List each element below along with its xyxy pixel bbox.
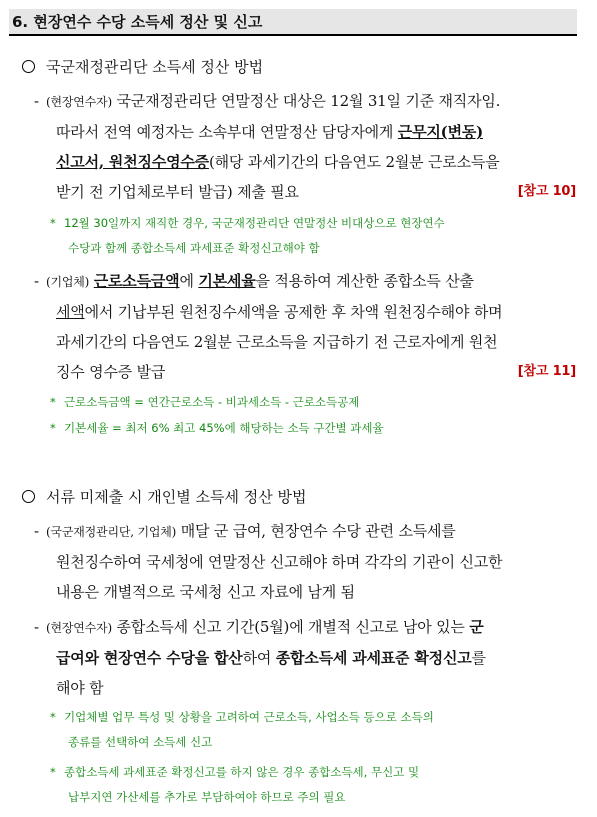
s1-paragraph-2 xyxy=(34,266,582,387)
s1-note-2 xyxy=(50,390,590,415)
text: 원천징수하여 국세청에 연말정산 신고해야 하며 각각의 기관이 신고한 xyxy=(56,553,503,571)
lead: (국군재정관리단, 기업체) xyxy=(46,525,177,539)
note-text: 기업체별 업무 특성 및 상황을 고려하여 근로소득, 사업소득 등으로 소득의 xyxy=(64,710,434,724)
text: 하여 xyxy=(242,649,276,667)
star-bullet: * xyxy=(50,421,56,435)
text: 과세기간의 다음연도 2월분 근로소득을 지급하기 전 근로자에게 원천 xyxy=(56,333,498,351)
section-1-title xyxy=(22,56,263,77)
text: 따라서 전역 예정자는 소속부대 연말정산 담당자에게 xyxy=(56,123,398,141)
star-bullet: * xyxy=(50,710,56,724)
emphasis: 신고서, 원천징수영수증 xyxy=(56,153,209,171)
text: 에 xyxy=(179,272,199,290)
note-text: 기본세율 = 최저 6% 최고 45%에 해당하는 소득 구간별 과세율 xyxy=(64,421,384,435)
dash-bullet: - xyxy=(34,522,39,540)
emphasis: 급여와 현장연수 수당을 합산 xyxy=(56,649,243,667)
text: 받기 전 기업체로부터 발급) 제출 필요 xyxy=(56,183,299,201)
note-text: 납부지연 가산세를 추가로 부담하여야 하므로 주의 필요 xyxy=(68,790,346,804)
note-text: 12월 30일까지 재직한 경우, 국군재정관리단 연말정산 비대상으로 현장연수 xyxy=(64,216,445,230)
reference-badge: [참고 10] xyxy=(517,184,576,199)
text: 국군재정관리단 연말정산 대상은 12월 31일 기준 재직자임. xyxy=(111,92,501,110)
note-text: 종류를 선택하여 소득세 신고 xyxy=(68,735,213,749)
emphasis: 종합소득세 과세표준 확정신고 xyxy=(275,649,472,667)
text: 해야 함 xyxy=(56,679,104,697)
s2-note-1 xyxy=(50,705,590,755)
circle-bullet-icon xyxy=(22,60,35,73)
reference-badge: [참고 11] xyxy=(517,364,576,379)
emphasis: 군 xyxy=(469,618,484,636)
text: 내용은 개별적으로 국세청 신고 자료에 남게 됨 xyxy=(56,583,355,601)
text: 을 적용하여 계산한 종합소득 산출 xyxy=(255,272,474,290)
star-bullet: * xyxy=(50,216,56,230)
text: 종합소득세 신고 기간(5월)에 개별적 신고로 남아 있는 xyxy=(111,618,470,636)
s1-note-3 xyxy=(50,416,590,441)
s1-note-1 xyxy=(50,211,590,261)
text: 에서 기납부된 원천징수세액을 공제한 후 차액 원천징수해야 하며 xyxy=(84,303,503,321)
section-2-title xyxy=(22,486,306,507)
note-text: 근로소득금액 = 연간근로소득 - 비과세소득 - 근로소득공제 xyxy=(64,395,360,409)
s2-note-2 xyxy=(50,760,590,810)
text: 세액 xyxy=(56,303,85,321)
star-bullet: * xyxy=(50,395,56,409)
circle-bullet-icon xyxy=(22,490,35,503)
dash-bullet: - xyxy=(34,92,39,110)
text: (해당 과세기간의 다음연도 2월분 근로소득을 xyxy=(208,153,500,171)
emphasis: 근무지(변동) xyxy=(397,123,484,141)
note-text: 종합소득세 과세표준 확정신고를 하지 않은 경우 종합소득세, 무신고 및 xyxy=(64,765,420,779)
s1-paragraph-1 xyxy=(34,86,582,207)
section-2-title-text: 서류 미제출 시 개인별 소득세 정산 방법 xyxy=(46,488,307,506)
text: 매달 군 급여, 현장연수 수당 관련 소득세를 xyxy=(176,522,456,540)
emphasis: 근로소득금액 xyxy=(93,272,180,290)
lead: (현장연수자) xyxy=(46,621,112,635)
s2-paragraph-1 xyxy=(34,516,582,607)
section-header: 6. 현장연수 수당 소득세 정산 및 신고 xyxy=(9,9,577,36)
dash-bullet: - xyxy=(34,272,39,290)
lead: (기업체) xyxy=(46,275,90,289)
text: 를 xyxy=(471,649,486,667)
s2-paragraph-2 xyxy=(34,612,582,703)
section-1-title-text: 국군재정관리단 소득세 정산 방법 xyxy=(46,58,264,76)
note-text: 수당과 함께 종합소득세 과세표준 확정신고해야 함 xyxy=(68,241,320,255)
text: 징수 영수증 발급 xyxy=(56,363,166,381)
emphasis: 기본세율 xyxy=(198,272,256,290)
lead: (현장연수자) xyxy=(46,95,112,109)
star-bullet: * xyxy=(50,765,56,779)
dash-bullet: - xyxy=(34,618,39,636)
